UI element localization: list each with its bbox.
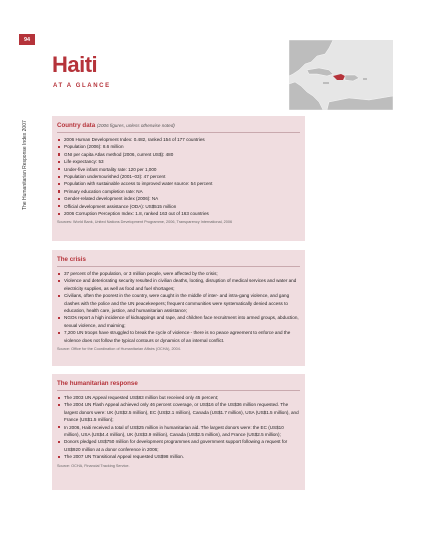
list-item: The 2007 UN Transitional Appeal requested US$98 million. [57, 453, 300, 460]
divider [57, 132, 300, 133]
list-item: Population with sustainable access to improved water source: 54 percent [57, 180, 300, 187]
list-item: Primary education completion rate: NA [57, 188, 300, 195]
list-item: Civilians, often the poorest in the country, were caught in the middle of inter- and intra-gang violence, and gang clashes with the police and the UN peacekeepers; frequent communities were systematically denied access to education, health care, justice, and humanitarian assistance; [57, 292, 300, 314]
country-data-list [57, 136, 300, 217]
response-heading: The humanitarian response [57, 380, 138, 387]
running-header: The Humanitarian Response Index 2007 [22, 120, 28, 210]
country-data-box [52, 116, 305, 241]
crisis-box [52, 250, 305, 366]
response-box [52, 374, 305, 490]
list-item: Donors pledged US$750 million for development programmes and government support following a request for US$920 million at a donor conference in 2006; [57, 438, 300, 453]
list-item: Population (2006): 8.6 million [57, 143, 300, 150]
divider [57, 390, 300, 391]
list-item: 37 percent of the population, or 3 million people, were affected by the crisis; [57, 270, 300, 277]
list-item: Official development assistance (ODA): US$515 million [57, 203, 300, 210]
list-item: Population undernourished (2001–03): 47 percent [57, 173, 300, 180]
list-item: Under-five infant mortality rate: 120 per 1,000 [57, 166, 300, 173]
crisis-list [57, 270, 300, 344]
list-item: The 2004 UN Flash Appeal achieved only 46 percent coverage, or US$16 of the US$36 million requested. The largest donors were: UK (US$2.5 million), EC (US$2.1 million), Canada (US$1.7 million), USA (US$1.5 million), and France (US$1.5 million); [57, 401, 300, 423]
divider [57, 266, 300, 267]
list-item: Life expectancy: 53 [57, 158, 300, 165]
list-item: 2006 Corruption Perception Index: 1.8, ranked 163 out of 163 countries [57, 210, 300, 217]
crisis-heading: The crisis [57, 256, 86, 263]
location-map [289, 40, 393, 110]
country-data-note: (2006 figures, unless otherwise noted) [96, 123, 175, 128]
response-source: Source: OCHA, Financial Tracking Service. [57, 463, 130, 468]
page-subtitle: AT A GLANCE [53, 83, 111, 89]
response-list [57, 394, 300, 461]
list-item: 7,200 UN troops have struggled to break the cycle of violence - there is no peace agreement to enforce and the violence does not follow the typical contours or dynamics of an internal conflict. [57, 329, 300, 344]
list-item: The 2003 UN Appeal requested US$83 million but received only 45 percent; [57, 394, 300, 401]
crisis-source: Source: Office for the Coordination of Humanitarian Affairs (OCHA), 2004. [57, 347, 181, 352]
list-item: GNI per capita Atlas method (2006, current US$): 480 [57, 151, 300, 158]
country-data-heading: Country data (2006 figures, unless otherwise noted) [57, 122, 175, 129]
list-item: In 2006, Haiti received a total of US$25 million in humanitarian aid. The largest donors were: the EC (US$10 million), USA (US$4.4 million), UK (US$3.9 million), Canada (US$2.5 million), and France (US$2.5 million); [57, 424, 300, 439]
list-item: NGOs report a high incidence of kidnappings and rape, and children face recruitment into armed groups, abduction, sexual violence, and maiming; [57, 314, 300, 329]
list-item: Gender-related development index (2006): NA [57, 195, 300, 202]
page-number: 94 [19, 34, 35, 45]
page-title: Haiti [52, 52, 98, 77]
country-data-source: Sources: World Bank, United Nations Development Programme, 2006, Transparency International, 2006 [57, 220, 233, 225]
list-item: Violence and deteriorating security resulted in civilian deaths, looting, disruption of medical services and water and electricity supplies, as well as food and fuel shortages; [57, 277, 300, 292]
list-item: 2006 Human Development Index: 0.482, ranked 154 of 177 countries [57, 136, 300, 143]
